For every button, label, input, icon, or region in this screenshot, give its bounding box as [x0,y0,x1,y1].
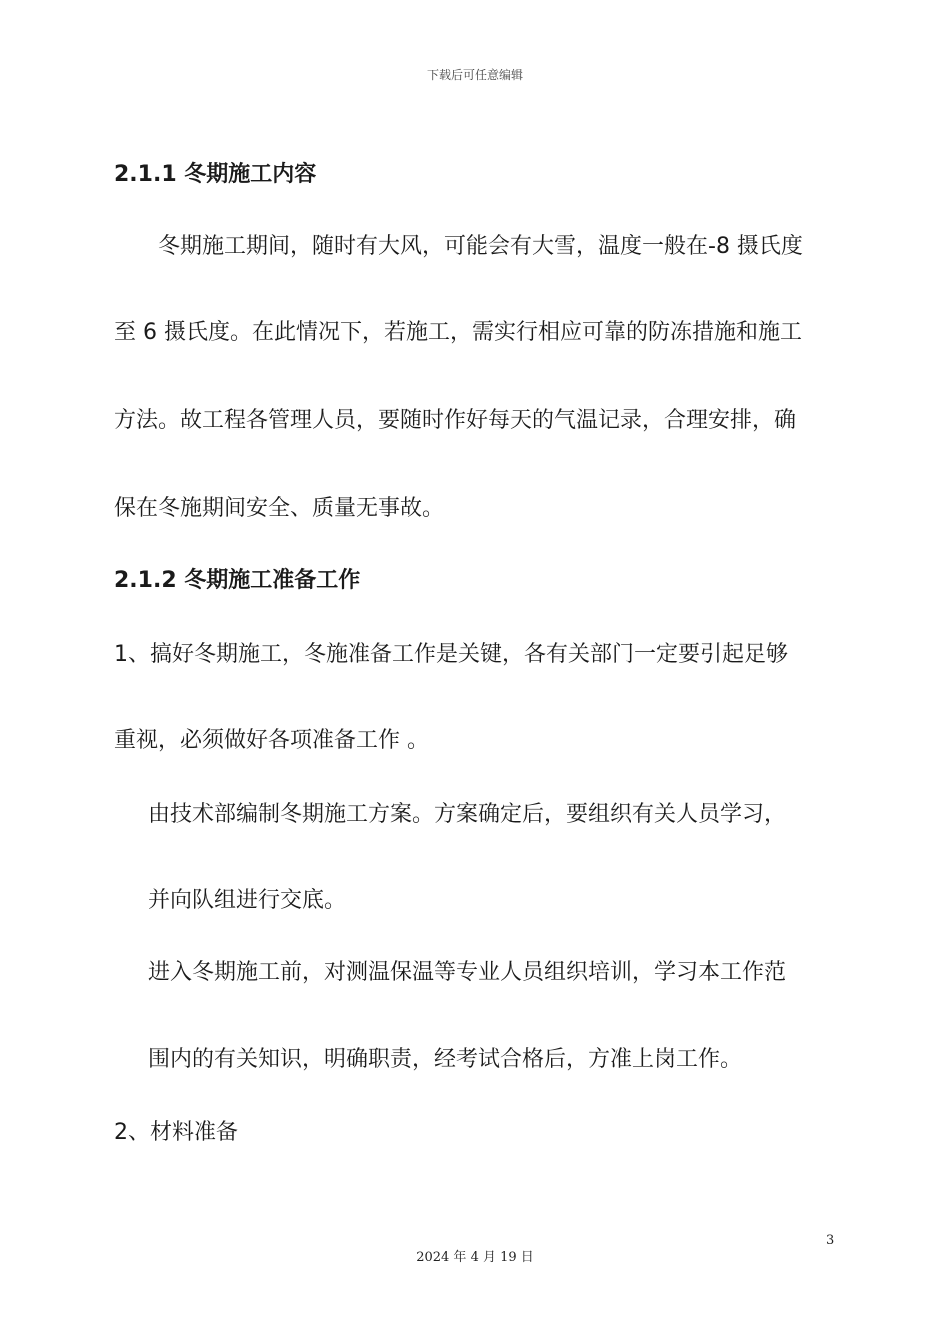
sub-item-line: 并向队组进行交底。 [148,888,347,913]
sub-item-line: 进入冬期施工前，对测温保温等专业人员组织培训，学习本工作范 [148,960,787,985]
paragraph-line: 至 6 摄氏度。在此情况下，若施工，需实行相应可靠的防冻措施和施工 [114,320,802,345]
list-item-2: 2、材料准备 [114,1120,238,1145]
section-heading-2-1-1: 2.1.1 冬期施工内容 [114,162,317,187]
footer-date: 2024 年 4 月 19 日 [416,1250,534,1265]
paragraph-line: 保在冬施期间安全、质量无事故。 [114,496,445,521]
page-header: 下载后可任意编辑 [426,68,523,82]
page-number: 3 [826,1233,835,1248]
sub-item-line: 由技术部编制冬期施工方案。方案确定后，要组织有关人员学习， [148,802,787,827]
paragraph-line: 冬期施工期间，随时有大风，可能会有大雪，温度一般在-8 摄氏度 [114,234,803,259]
list-item-1-line: 1、搞好冬期施工，冬施准备工作是关键，各有关部门一定要引起足够 [114,642,788,667]
list-item-1-line: 重视，必须做好各项准备工作 。 [114,728,429,753]
section-heading-2-1-2: 2.1.2 冬期施工准备工作 [114,568,361,593]
sub-item-line: 围内的有关知识，明确职责，经考试合格后，方准上岗工作。 [148,1047,743,1072]
paragraph-line: 方法。故工程各管理人员，要随时作好每天的气温记录，合理安排，确 [114,408,797,433]
